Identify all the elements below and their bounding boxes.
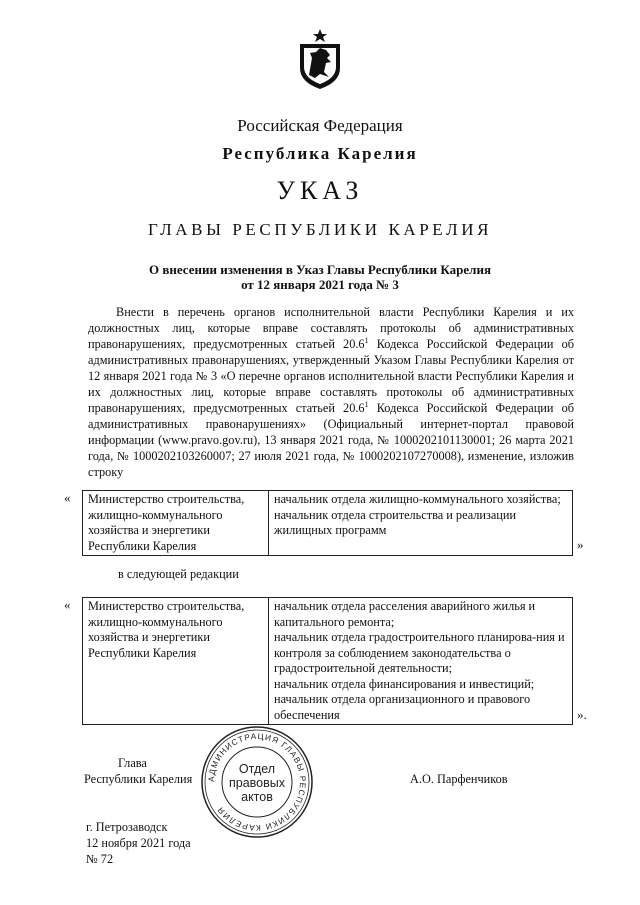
positions-cell <box>269 598 573 725</box>
body-part-2: Кодекса Российской Федерации об административных правонарушениях, утвержденный Указом Главы Республики Карелия от 12 января 2021 года № 3 «О перечне органов исполнительной власти Республики Карелия и их должностных лиц, которые вправе составлять протоколы об административных правонарушениях, предусмотренных статьей 20.6 <box>88 337 574 415</box>
subject-line-2: от 12 января 2021 года № 3 <box>241 277 399 292</box>
org-cell: Министерство строительства, жилищно-коммунального хозяйства и энергетики Республики Карелия <box>83 491 269 556</box>
coat-of-arms-icon <box>296 28 344 90</box>
position-item: начальник отдела организационного и правового обеспечения <box>274 692 531 722</box>
stamp-line-3: актов <box>241 790 273 804</box>
table-row <box>83 491 573 556</box>
stamp-ring-text: АДМИНИСТРАЦИЯ ГЛАВЫ РЕСПУБЛИКИ КАРЕЛИЯ <box>206 731 308 833</box>
footnote-mark-2: 1 <box>364 399 369 409</box>
redaction-text: в следующей редакции <box>118 567 239 581</box>
table-old-row <box>82 490 573 556</box>
open-quote-new: « <box>64 597 71 612</box>
signer-role-line-2: Республики Карелия <box>84 772 193 786</box>
document-subject <box>0 262 640 292</box>
signer-role-line-1: Глава <box>118 756 147 770</box>
issue-date: 12 ноября 2021 года <box>86 836 191 850</box>
issuer-title: ГЛАВЫ РЕСПУБЛИКИ КАРЕЛИЯ <box>147 220 493 239</box>
position-item: начальник отдела жилищно-коммунального хозяйства; <box>274 492 561 506</box>
position-item: начальник отдела строительства и реализации жилищных программ <box>274 507 517 537</box>
body-part-3: Кодекса Российской Федерации об административных правонарушениях» (Официальный интернет-портал правовой информации (www.pravo.gov.ru), 13 января 2021 года, № 1000202101130001; 26 марта 2021 года, № 1000202103260007; 27 июля 2021 года, № 1000202107270008), изменение, изложив строку <box>88 401 574 479</box>
close-quote-new: ». <box>577 707 587 722</box>
stamp-line-1: Отдел <box>238 762 276 776</box>
positions-cell <box>269 491 573 556</box>
footnote-mark-1: 1 <box>364 335 369 345</box>
signer-name: А.О. Парфенчиков <box>410 772 508 786</box>
issue-city: г. Петрозаводск <box>86 820 168 834</box>
republic-name: Республика Карелия <box>222 144 418 163</box>
table-row <box>83 598 573 725</box>
subject-line-1: О внесении изменения в Указ Главы Республики Карелия <box>149 262 491 277</box>
stamp-line-2: правовых <box>229 776 285 790</box>
table-new-row <box>82 597 573 725</box>
body-paragraph <box>88 304 574 480</box>
close-quote-old: » <box>577 537 584 552</box>
position-item: начальник отдела расселения аварийного жилья и капитального ремонта; <box>274 599 536 629</box>
position-item: начальник отдела финансирования и инвестиций; <box>274 676 535 691</box>
open-quote-old: « <box>64 490 71 505</box>
country-name: Российская Федерация <box>237 116 403 135</box>
position-item: начальник отдела градостроительного планирова-ния и контроля за соблюдением законодательства о градостроительной деятельности; <box>274 630 565 675</box>
official-stamp <box>200 725 314 839</box>
body-part-1: Внести в перечень органов исполнительной власти Республики Карелия и их должностных лиц, которые вправе составлять протоколы об административных правонарушениях, предусмотренных статьей 20.6 <box>88 305 574 351</box>
org-cell: Министерство строительства, жилищно-коммунального хозяйства и энергетики Республики Карелия <box>83 598 269 725</box>
document-type: УКАЗ <box>276 176 364 205</box>
document-number: № 72 <box>86 852 114 866</box>
